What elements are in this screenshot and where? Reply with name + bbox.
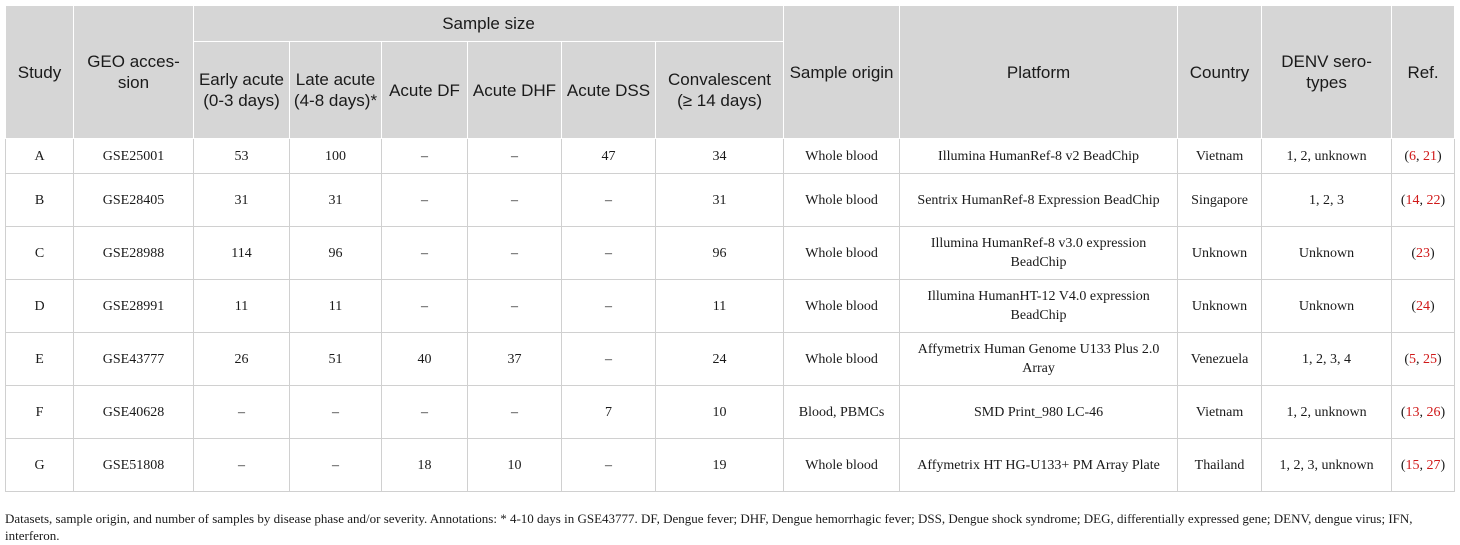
cell-geo: GSE40628 bbox=[74, 386, 194, 439]
ref-separator: , bbox=[1419, 457, 1427, 473]
cell-convalescent: 96 bbox=[656, 227, 784, 280]
cell-late: 11 bbox=[290, 280, 382, 333]
cell-ref bbox=[1392, 333, 1455, 386]
header-geo-accession: GEO acces-sion bbox=[74, 6, 194, 139]
header-acute-dss: Acute DSS bbox=[562, 42, 656, 139]
cell-serotypes: 1, 2, unknown bbox=[1262, 139, 1392, 174]
table-row bbox=[6, 139, 1455, 174]
cell-country: Unknown bbox=[1178, 280, 1262, 333]
cell-platform: Illumina HumanRef-8 v3.0 expression BeadChip bbox=[900, 227, 1178, 280]
ref-paren-open: ( bbox=[1400, 192, 1406, 208]
cell-early: 11 bbox=[194, 280, 290, 333]
cell-serotypes: 1, 2, 3, 4 bbox=[1262, 333, 1392, 386]
cell-study: B bbox=[6, 174, 74, 227]
ref-paren-open: ( bbox=[1400, 404, 1406, 420]
header-early-acute: Early acute (0-3 days) bbox=[194, 42, 290, 139]
ref-link[interactable]: 24 bbox=[1416, 298, 1431, 314]
table-footnote: Datasets, sample origin, and number of samples by disease phase and/or severity. Annotations: * 4-10 days in GSE43777. DF, Dengue fever; DHF, Dengue hemorrhagic fever; DSS, Dengue shock syndrome; DEG, differentially expressed gene; DENV, dengue virus; IFN, interferon. bbox=[5, 511, 1413, 543]
ref-link[interactable]: 14 bbox=[1405, 192, 1420, 208]
cell-origin: Whole blood bbox=[784, 139, 900, 174]
cell-early: – bbox=[194, 439, 290, 492]
cell-convalescent: 11 bbox=[656, 280, 784, 333]
cell-platform: Affymetrix Human Genome U133 Plus 2.0 Array bbox=[900, 333, 1178, 386]
ref-separator: , bbox=[1419, 404, 1427, 420]
header-sample-size: Sample size bbox=[194, 6, 784, 42]
cell-platform: Illumina HumanHT-12 V4.0 expression BeadChip bbox=[900, 280, 1178, 333]
ref-paren-open: ( bbox=[1400, 457, 1406, 473]
ref-separator: , bbox=[1419, 192, 1427, 208]
cell-late: 96 bbox=[290, 227, 382, 280]
cell-dss: – bbox=[562, 439, 656, 492]
cell-late: – bbox=[290, 439, 382, 492]
cell-dss: – bbox=[562, 280, 656, 333]
cell-platform: Affymetrix HT HG-U133+ PM Array Plate bbox=[900, 439, 1178, 492]
cell-platform: SMD Print_980 LC-46 bbox=[900, 386, 1178, 439]
cell-ref bbox=[1392, 280, 1455, 333]
cell-late: 51 bbox=[290, 333, 382, 386]
cell-serotypes: 1, 2, unknown bbox=[1262, 386, 1392, 439]
ref-link[interactable]: 6 bbox=[1409, 148, 1417, 164]
cell-dhf: – bbox=[468, 227, 562, 280]
cell-platform: Sentrix HumanRef-8 Expression BeadChip bbox=[900, 174, 1178, 227]
cell-ref bbox=[1392, 139, 1455, 174]
cell-dhf: – bbox=[468, 174, 562, 227]
header-sample-origin: Sample origin bbox=[784, 6, 900, 139]
cell-study: A bbox=[6, 139, 74, 174]
cell-dhf: – bbox=[468, 386, 562, 439]
cell-ref bbox=[1392, 227, 1455, 280]
table-row bbox=[6, 280, 1455, 333]
cell-study: D bbox=[6, 280, 74, 333]
cell-convalescent: 34 bbox=[656, 139, 784, 174]
table-row bbox=[6, 439, 1455, 492]
cell-dss: – bbox=[562, 333, 656, 386]
cell-dss: 7 bbox=[562, 386, 656, 439]
ref-paren-open: ( bbox=[1404, 351, 1410, 367]
cell-late: – bbox=[290, 386, 382, 439]
header-convalescent: Convalescent (≥ 14 days) bbox=[656, 42, 784, 139]
cell-origin: Whole blood bbox=[784, 439, 900, 492]
ref-link[interactable]: 13 bbox=[1405, 404, 1420, 420]
cell-geo: GSE28405 bbox=[74, 174, 194, 227]
dataset-table bbox=[5, 5, 1455, 492]
ref-separator: , bbox=[1416, 351, 1424, 367]
table-row bbox=[6, 333, 1455, 386]
ref-paren-close: ) bbox=[1437, 148, 1442, 164]
cell-origin: Whole blood bbox=[784, 280, 900, 333]
cell-early: 114 bbox=[194, 227, 290, 280]
table-header bbox=[6, 6, 1455, 139]
cell-study: F bbox=[6, 386, 74, 439]
cell-study: C bbox=[6, 227, 74, 280]
ref-paren-open: ( bbox=[1411, 298, 1417, 314]
cell-convalescent: 31 bbox=[656, 174, 784, 227]
cell-df: – bbox=[382, 386, 468, 439]
cell-dss: 47 bbox=[562, 139, 656, 174]
table-row bbox=[6, 227, 1455, 280]
cell-convalescent: 24 bbox=[656, 333, 784, 386]
ref-paren-close: ) bbox=[1430, 245, 1435, 261]
cell-serotypes: Unknown bbox=[1262, 227, 1392, 280]
cell-serotypes: 1, 2, 3, unknown bbox=[1262, 439, 1392, 492]
cell-dhf: 37 bbox=[468, 333, 562, 386]
cell-df: – bbox=[382, 227, 468, 280]
cell-origin: Blood, PBMCs bbox=[784, 386, 900, 439]
ref-paren-close: ) bbox=[1440, 192, 1446, 208]
table-row bbox=[6, 174, 1455, 227]
cell-geo: GSE25001 bbox=[74, 139, 194, 174]
cell-convalescent: 19 bbox=[656, 439, 784, 492]
ref-paren-open: ( bbox=[1404, 148, 1410, 164]
cell-df: 18 bbox=[382, 439, 468, 492]
cell-early: – bbox=[194, 386, 290, 439]
header-platform: Platform bbox=[900, 6, 1178, 139]
cell-early: 31 bbox=[194, 174, 290, 227]
header-late-acute: Late acute (4-8 days)* bbox=[290, 42, 382, 139]
cell-convalescent: 10 bbox=[656, 386, 784, 439]
cell-country: Unknown bbox=[1178, 227, 1262, 280]
ref-paren-close: ) bbox=[1437, 351, 1442, 367]
cell-df: – bbox=[382, 280, 468, 333]
ref-link[interactable]: 27 bbox=[1426, 457, 1441, 473]
cell-late: 100 bbox=[290, 139, 382, 174]
cell-origin: Whole blood bbox=[784, 333, 900, 386]
ref-paren-close: ) bbox=[1430, 298, 1435, 314]
cell-country: Vietnam bbox=[1178, 386, 1262, 439]
cell-geo: GSE28991 bbox=[74, 280, 194, 333]
cell-geo: GSE28988 bbox=[74, 227, 194, 280]
ref-paren-close: ) bbox=[1440, 404, 1446, 420]
cell-geo: GSE43777 bbox=[74, 333, 194, 386]
cell-dhf: 10 bbox=[468, 439, 562, 492]
cell-origin: Whole blood bbox=[784, 227, 900, 280]
cell-country: Venezuela bbox=[1178, 333, 1262, 386]
cell-dhf: – bbox=[468, 280, 562, 333]
header-denv-serotypes: DENV sero-types bbox=[1262, 6, 1392, 139]
ref-link[interactable]: 21 bbox=[1423, 148, 1438, 164]
header-acute-dhf: Acute DHF bbox=[468, 42, 562, 139]
cell-df: 40 bbox=[382, 333, 468, 386]
cell-late: 31 bbox=[290, 174, 382, 227]
ref-link[interactable]: 26 bbox=[1426, 404, 1441, 420]
cell-ref bbox=[1392, 174, 1455, 227]
ref-separator: , bbox=[1416, 148, 1424, 164]
cell-country: Singapore bbox=[1178, 174, 1262, 227]
ref-link[interactable]: 23 bbox=[1416, 245, 1431, 261]
cell-ref bbox=[1392, 386, 1455, 439]
cell-origin: Whole blood bbox=[784, 174, 900, 227]
cell-geo: GSE51808 bbox=[74, 439, 194, 492]
cell-early: 53 bbox=[194, 139, 290, 174]
cell-platform: Illumina HumanRef-8 v2 BeadChip bbox=[900, 139, 1178, 174]
cell-dss: – bbox=[562, 227, 656, 280]
cell-study: E bbox=[6, 333, 74, 386]
cell-country: Thailand bbox=[1178, 439, 1262, 492]
ref-link[interactable]: 25 bbox=[1423, 351, 1438, 367]
table-row bbox=[6, 386, 1455, 439]
cell-study: G bbox=[6, 439, 74, 492]
table-body bbox=[6, 139, 1455, 492]
header-ref: Ref. bbox=[1392, 6, 1455, 139]
header-country: Country bbox=[1178, 6, 1262, 139]
header-acute-df: Acute DF bbox=[382, 42, 468, 139]
ref-link[interactable]: 22 bbox=[1426, 192, 1441, 208]
cell-df: – bbox=[382, 139, 468, 174]
cell-serotypes: Unknown bbox=[1262, 280, 1392, 333]
cell-df: – bbox=[382, 174, 468, 227]
cell-country: Vietnam bbox=[1178, 139, 1262, 174]
ref-paren-close: ) bbox=[1440, 457, 1446, 473]
cell-dss: – bbox=[562, 174, 656, 227]
ref-link[interactable]: 5 bbox=[1409, 351, 1417, 367]
ref-paren-open: ( bbox=[1411, 245, 1417, 261]
ref-link[interactable]: 15 bbox=[1405, 457, 1420, 473]
cell-ref bbox=[1392, 439, 1455, 492]
header-study: Study bbox=[6, 6, 74, 139]
cell-dhf: – bbox=[468, 139, 562, 174]
cell-early: 26 bbox=[194, 333, 290, 386]
cell-serotypes: 1, 2, 3 bbox=[1262, 174, 1392, 227]
